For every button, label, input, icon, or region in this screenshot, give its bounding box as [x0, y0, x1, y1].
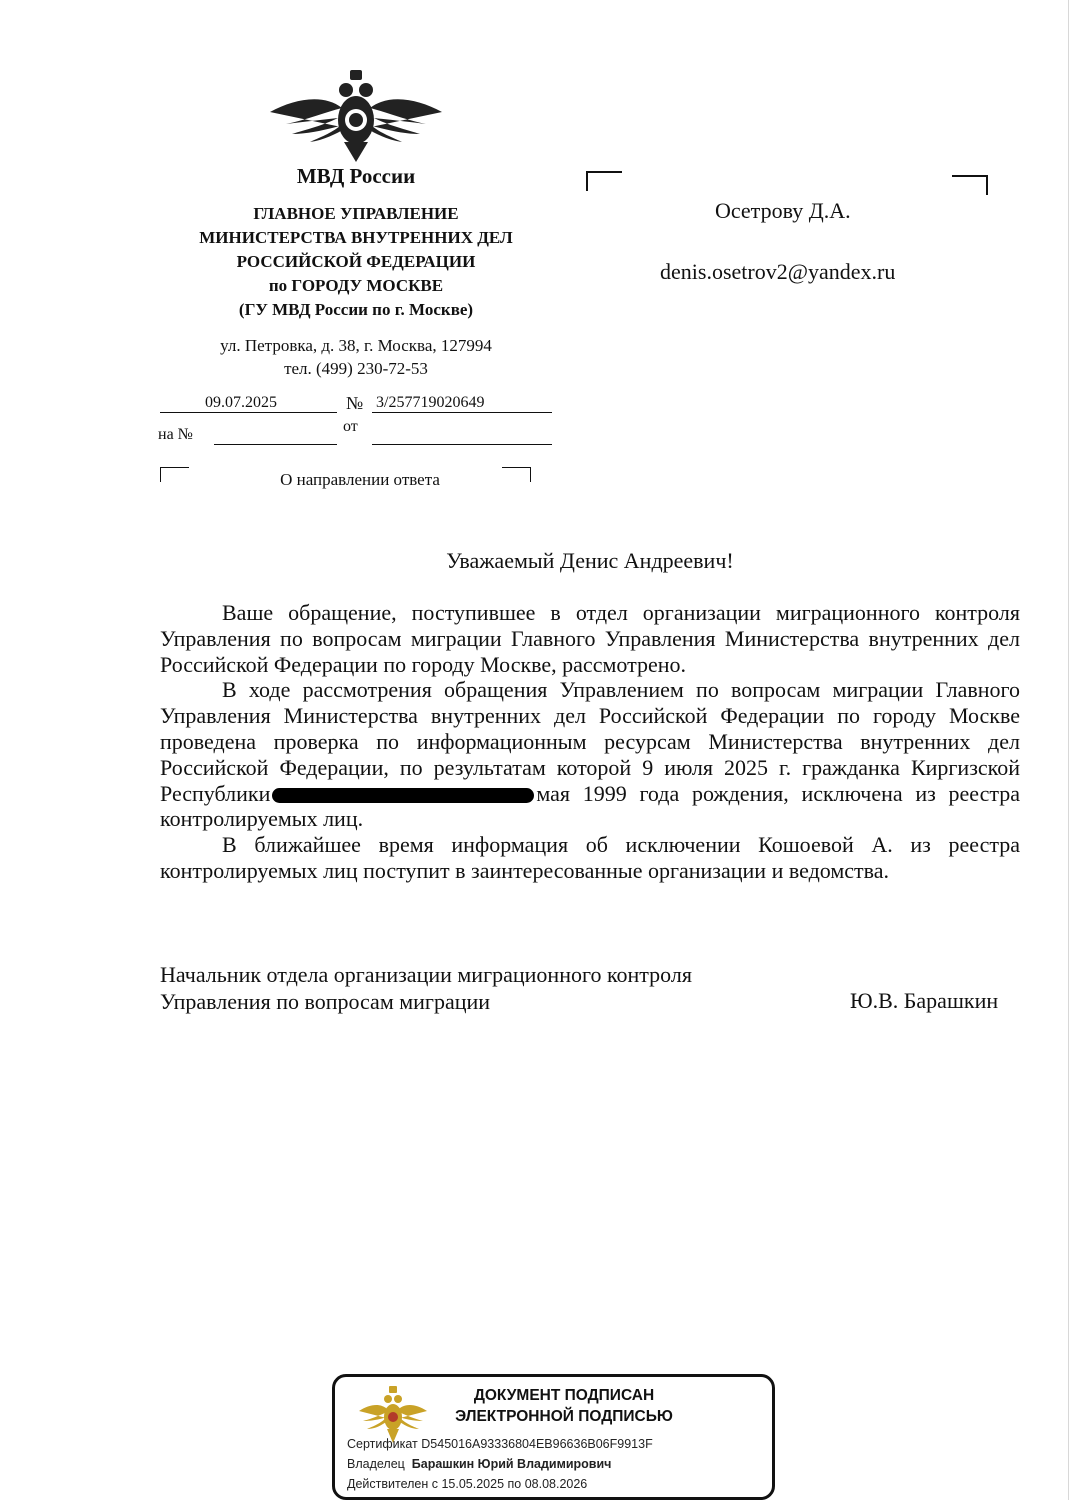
certificate-row	[347, 1437, 653, 1451]
recipient-corner-left	[586, 171, 622, 191]
org-contacts	[150, 334, 562, 380]
paragraph-3: В ближайшее время информация об исключении Кошоевой А. из реестра контролируемых лиц поступит в заинтересованные организации и ведомства.	[160, 832, 1020, 883]
validity-row: Действителен с 15.05.2025 по 08.08.2026	[347, 1477, 588, 1491]
letter-body	[160, 600, 1020, 884]
eagle-emblem-icon	[266, 68, 446, 164]
paragraph-1: Ваше обращение, поступившее в отдел организации миграционного контроля Управления по вопросам миграции Главного Управления Министерства внутренних дел Российской Федерации по городу Москве, рассмотрено.	[160, 600, 1020, 677]
reg-date-line	[160, 412, 337, 413]
org-line: РОССИЙСКОЙ ФЕДЕРАЦИИ	[236, 252, 476, 271]
paragraph-2-end: мая 1999 года рождения, исключена из реестра контролируемых лиц.	[160, 780, 1020, 832]
greeting: Уважаемый Денис Андреевич!	[446, 548, 734, 573]
org-line: ГЛАВНОЕ УПРАВЛЕНИЕ	[253, 204, 459, 223]
paragraph-2-start: В ходе рассмотрения обращения Управлением по вопросам миграции Главного Управления Министерства внутренних дел Российской Федерации по городу Москве проведена проверка по информационным ресурсам Министерства внутренних дел Российской Федерации, по результатам которой 9 июля 2025 г. гражданка Киргизской Республики	[160, 677, 1020, 806]
from-label: от	[343, 418, 358, 435]
ref-number-line	[214, 444, 337, 445]
org-name	[150, 202, 562, 322]
ref-label: на №	[158, 426, 193, 443]
org-title: МВД России	[296, 164, 416, 188]
from-date-line	[372, 444, 552, 445]
paragraph-2	[160, 677, 1020, 832]
owner-label: Владелец	[347, 1457, 405, 1471]
reg-number: 3/257719020649	[376, 394, 485, 411]
org-address: ул. Петровка, д. 38, г. Москва, 127994	[220, 336, 492, 355]
org-line: МИНИСТЕРСТВА ВНУТРЕННИХ ДЕЛ	[199, 228, 513, 247]
owner-row	[347, 1457, 611, 1471]
org-line: по ГОРОДУ МОСКВЕ	[268, 276, 444, 295]
e-signature-stamp	[332, 1374, 775, 1500]
owner-value: Барашкин Юрий Владимирович	[411, 1457, 612, 1471]
certificate-label: Сертификат	[347, 1437, 418, 1451]
certificate-value: D545016A93336804EB96636B06F9913F	[421, 1437, 653, 1451]
recipient-name: Осетрову Д.А.	[715, 198, 851, 223]
signer-position	[160, 961, 692, 1015]
recipient-corner-right	[952, 175, 988, 195]
signer-position-line: Управления по вопросам миграции	[160, 989, 491, 1014]
stamp-title	[435, 1385, 693, 1427]
subject-line: О направлении ответа	[280, 470, 440, 489]
signer-name: Ю.В. Барашкин	[850, 988, 999, 1013]
signer-position-line: Начальник отдела организации миграционного контроля	[160, 962, 692, 987]
reg-date: 09.07.2025	[205, 394, 277, 411]
stamp-title-line: ЭЛЕКТРОННОЙ ПОДПИСЬЮ	[455, 1408, 673, 1425]
org-phone: тел. (499) 230-72-53	[284, 359, 428, 378]
recipient-email: denis.osetrov2@yandex.ru	[660, 259, 896, 284]
reg-number-label: №	[346, 393, 364, 413]
reg-number-line	[372, 412, 552, 413]
org-line: (ГУ МВД России по г. Москве)	[238, 300, 474, 319]
redaction-mark	[272, 788, 534, 803]
stamp-title-line: ДОКУМЕНТ ПОДПИСАН	[473, 1387, 655, 1404]
